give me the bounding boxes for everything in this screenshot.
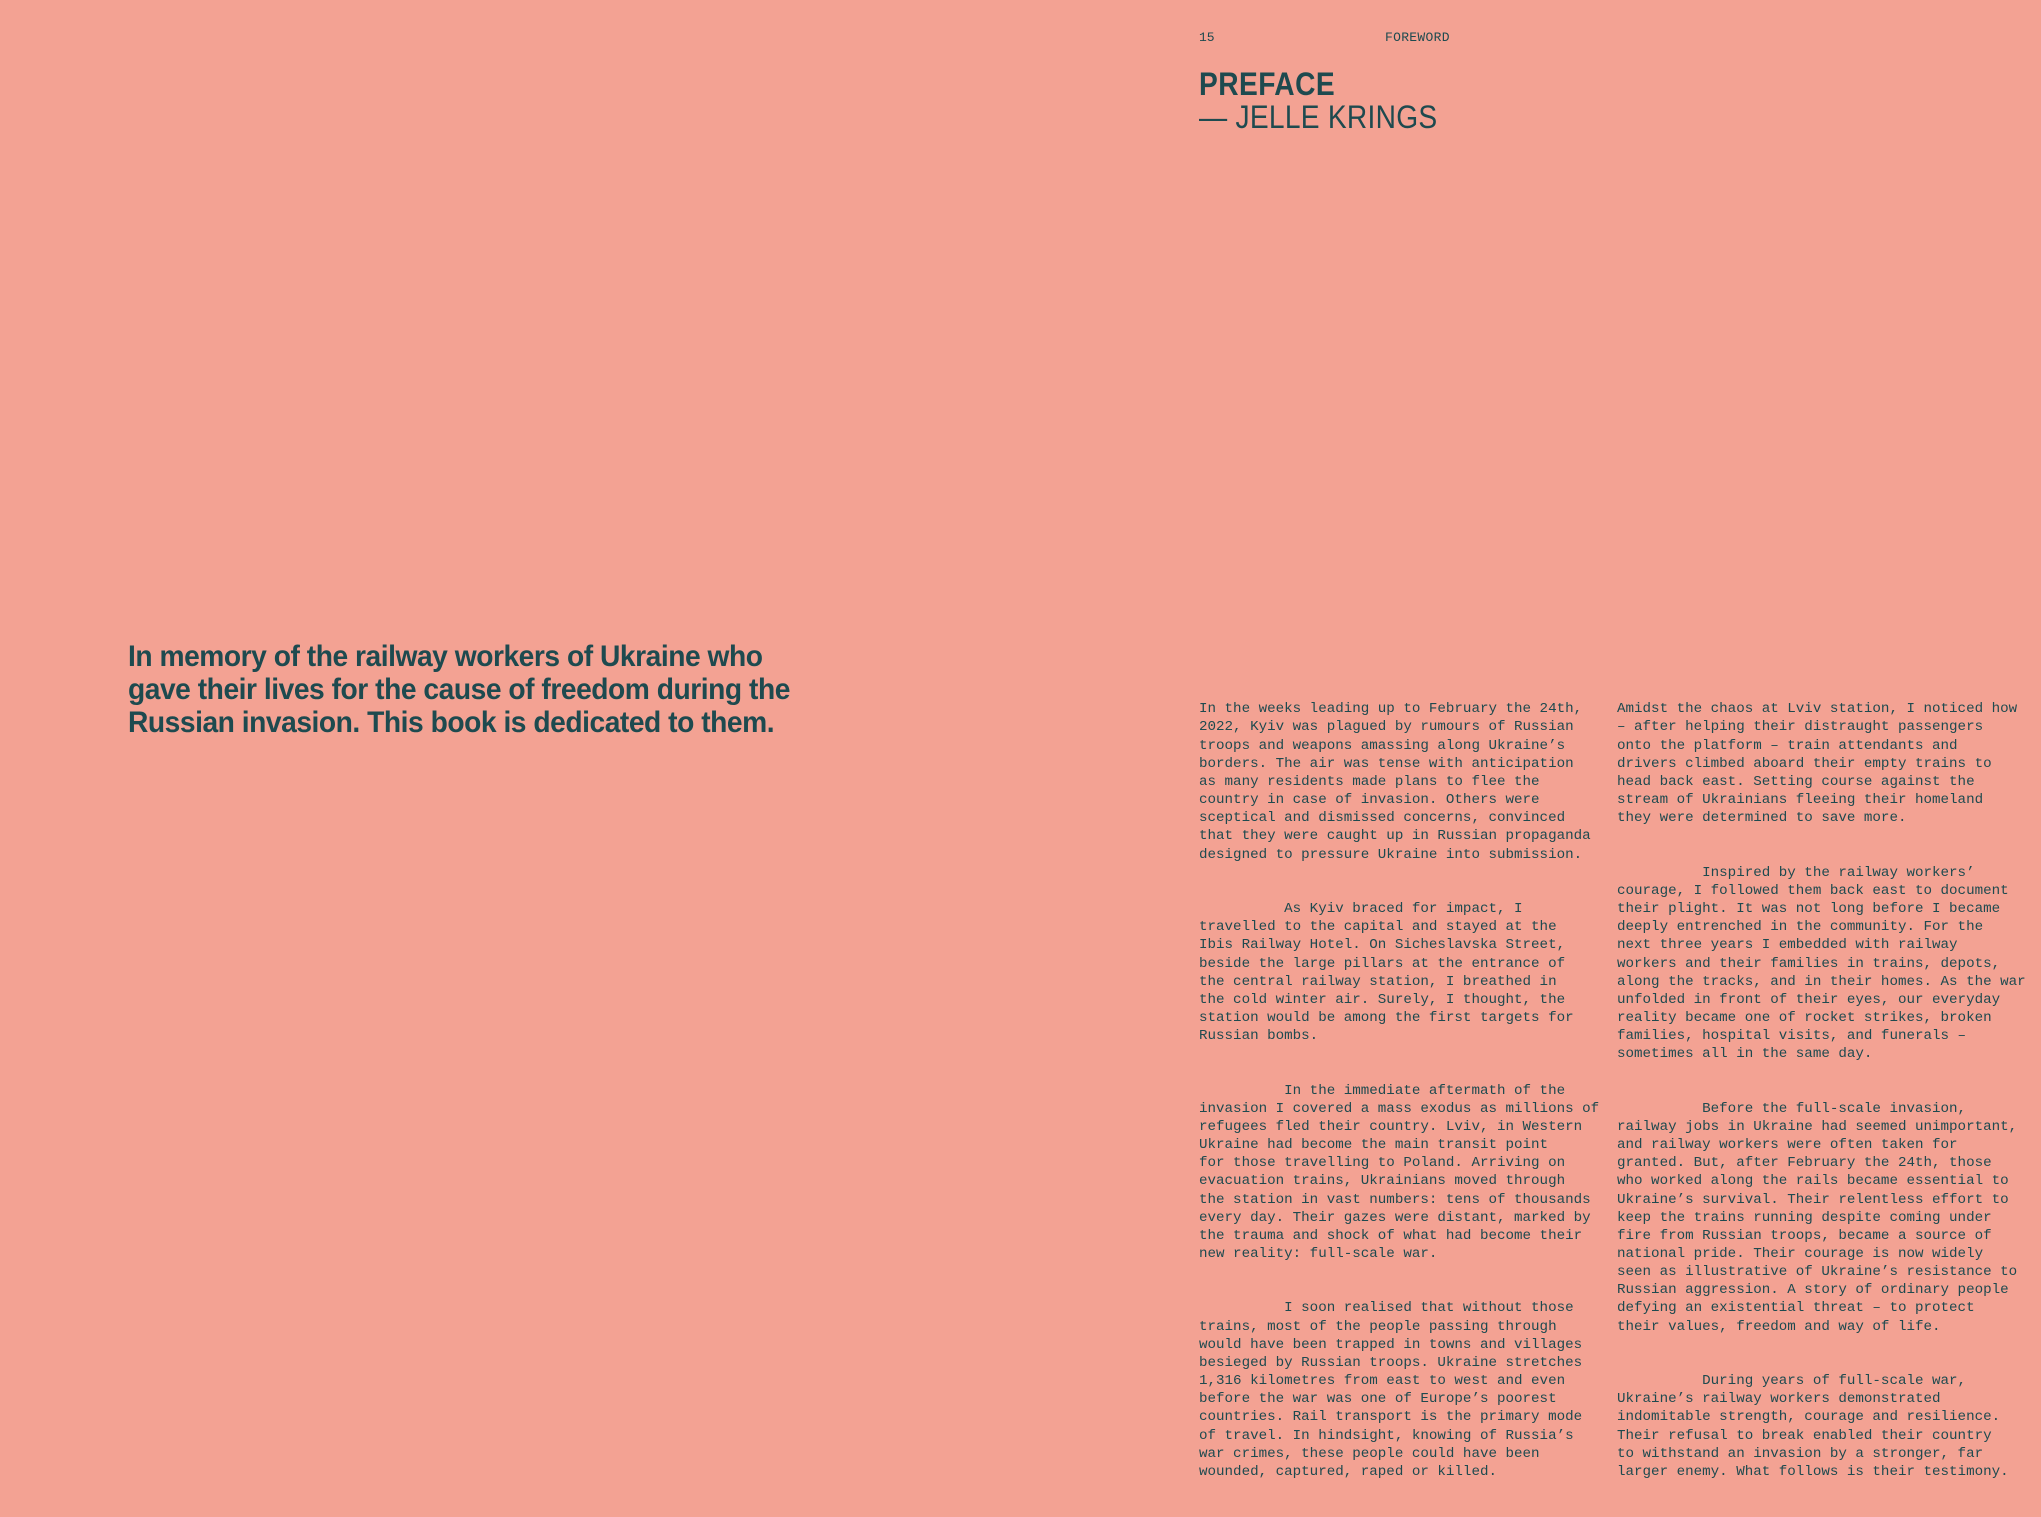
body-column-right (1617, 664, 2026, 1517)
paragraph: In the weeks leading up to February the 24th, 2022, Kyiv was plagued by rumours of Russian troops and weapons amassing along Ukraine’s borders. The air was tense with anticipation as many residents made plans to flee the country in case of invasion. Others were sceptical and dismissed concerns, convinced that they were caught up in Russian propaganda designed to pressure Ukraine into submission. (1199, 701, 1591, 863)
chapter-title-block (1199, 68, 1437, 134)
paragraph: I soon realised that without those trains, most of the people passing through would have been trapped in towns and villages besieged by Russian troops. Ukraine stretches 1,316 kilometres from east to west and even before the war was one of Europe’s poorest countries. Rail transport is the primary mode of travel. In hindsight, knowing of Russia’s war crimes, these people could have been wounded, captured, raped or killed. (1199, 1300, 1583, 1480)
page-number: 15 (1199, 30, 1215, 45)
paragraph: In the immediate aftermath of the invasion I covered a mass exodus as millions of refugees fled their country. Lviv, in Western Ukraine had become the main transit point for those travelling to Poland. Arriving on evacuation trains, Ukrainians moved through the station in vast numbers: tens of thousands every day. Their gazes were distant, marked by the trauma and shock of what had become their new reality: full-scale war. (1199, 1082, 1600, 1262)
chapter-author: — JELLE KRINGS (1199, 99, 1438, 135)
chapter-title: PREFACE (1199, 66, 1336, 102)
body-column-left (1199, 664, 1599, 1517)
paragraph: During years of full-scale war, Ukraine’s railway workers demonstrated indomitable strength, courage and resilience. Their refusal to break enabled their country to withstand an invasion by a stronger, far larger enemy. What follows is their testimony. (1617, 1373, 2009, 1480)
paragraph: As Kyiv braced for impact, I travelled to the capital and stayed at the Ibis Railway Hotel. On Sicheslavska Street, beside the large pillars at the entrance of the central railway station, I breathed in the cold winter air. Surely, I thought, the station would be among the first targets for Russian bombs. (1199, 901, 1574, 1045)
dedication-text: In memory of the railway workers of Ukraine who gave their lives for the cause of freedom during the Russian invasion. This book is dedicated to them. (128, 640, 790, 739)
paragraph: Before the full-scale invasion, railway jobs in Ukraine had seemed unimportant, and railway workers were often taken for granted. But, after February the 24th, those who worked along the rails became essential to Ukraine’s survival. Their relentless effort to keep the trains running despite coming under fire from Russian troops, became a source of national pride. Their courage is now widely seen as illustrative of Ukraine’s resistance to Russian aggression. A story of ordinary people defying an existential threat – to protect their values, freedom and way of life. (1617, 1100, 2018, 1335)
paragraph: Inspired by the railway workers’ courage, I followed them back east to document their plight. It was not long before I became deeply entrenched in the community. For the next three years I embedded with railway workers and their families in trains, depots, along the tracks, and in their homes. As the war unfolded in front of their eyes, our everyday reality became one of rocket strikes, broken families, hospital visits, and funerals – sometimes all in the same day. (1617, 864, 2026, 1063)
paragraph: Amidst the chaos at Lviv station, I noticed how – after helping their distraught passengers onto the platform – train attendants and drivers climbed aboard their empty trains to head back east. Setting course against the stream of Ukrainians fleeing their homeland they were determined to save more. (1617, 701, 2018, 827)
running-head: FOREWORD (1385, 30, 1450, 45)
